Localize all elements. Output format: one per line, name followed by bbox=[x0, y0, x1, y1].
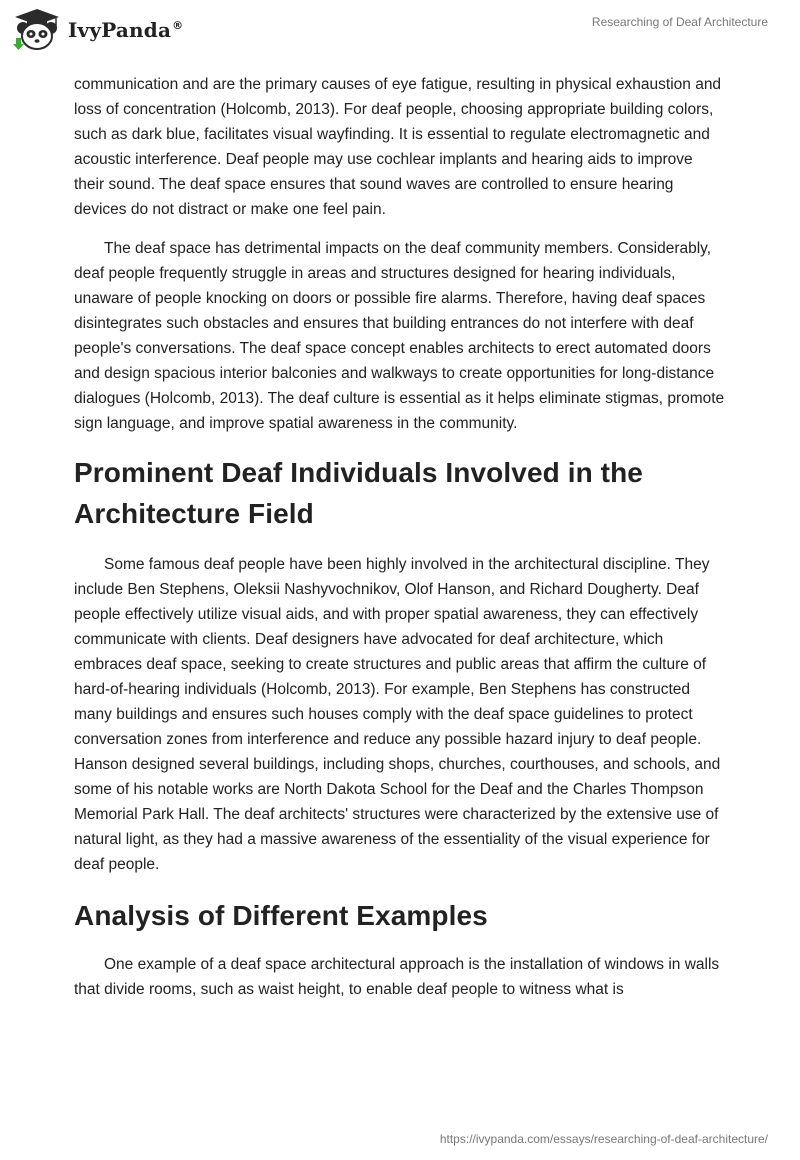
brand-logo[interactable] bbox=[12, 8, 183, 52]
page-header bbox=[0, 0, 800, 60]
brand-name: IvyPanda® bbox=[68, 18, 184, 42]
panda-graduate-icon bbox=[12, 8, 62, 52]
paragraph-2: The deaf space has detrimental impacts on the deaf community members. Considerably, deaf people frequently struggle in areas and structures designed for hearing individuals, unaware of people knocking on doors or possible fire alarms. Therefore, having deaf spaces disintegrates such obstacles and ensures that building entrances do not interfere with deaf people's conversations. The deaf space concept enables architects to erect automated doors and design spacious interior balconies and walkways to create opportunities for long-distance dialogues (Holcomb, 2013). The deaf culture is essential as it helps eliminate stigmas, promote sign language, and improve spatial awareness in the community. bbox=[74, 240, 725, 432]
essay-content bbox=[74, 72, 726, 1002]
running-title: Researching of Deaf Architecture bbox=[591, 15, 768, 29]
registered-mark: ® bbox=[172, 19, 184, 33]
section-heading-prominent-deaf-individuals: Prominent Deaf Individuals Involved in the Architecture Field bbox=[74, 457, 643, 529]
paragraph-4: One example of a deaf space architectural approach is the installation of windows in walls that divide rooms, such as waist height, to enable deaf people to witness what is bbox=[74, 956, 720, 998]
source-url[interactable]: https://ivypanda.com/essays/researching-of-deaf-architecture/ bbox=[439, 1132, 768, 1146]
section-heading-analysis-examples: Analysis of Different Examples bbox=[74, 900, 488, 931]
paragraph-3: Some famous deaf people have been highly involved in the architectural discipline. They include Ben Stephens, Oleksii Nashyvochnikov, Olof Hanson, and Richard Dougherty. Deaf people effectively utilize visual aids, and with proper spatial awareness, they can effectively communicate with clients. Deaf designers have advocated for deaf architecture, which embraces deaf space, seeking to create structures and public areas that affirm the culture of hard-of-hearing individuals (Holcomb, 2013). For example, Ben Stephens has constructed many buildings and ensures such houses comply with the deaf space guidelines to protect conversation zones from interference and reduce any possible hazard injury to deaf people. Hanson designed several buildings, including shops, churches, courthouses, and schools, and some of his notable works are North Dakota School for the Deaf and the Charles Thompson Memorial Park Hall. The deaf architects' structures were characterized by the extensive use of natural light, as they had a massive awareness of the essentiality of the visual experience for deaf people. bbox=[74, 556, 721, 873]
paragraph-1: communication and are the primary causes of eye fatigue, resulting in physical exhaustion and loss of concentration (Holcomb, 2013). For deaf people, choosing appropriate building colors, such as dark blue, facilitates visual wayfinding. It is essential to regulate electromagnetic and acoustic interference. Deaf people may use cochlear implants and hearing aids to improve their sound. The deaf space ensures that sound waves are controlled to ensure hearing devices do not distract or make one feel pain. bbox=[74, 76, 722, 218]
